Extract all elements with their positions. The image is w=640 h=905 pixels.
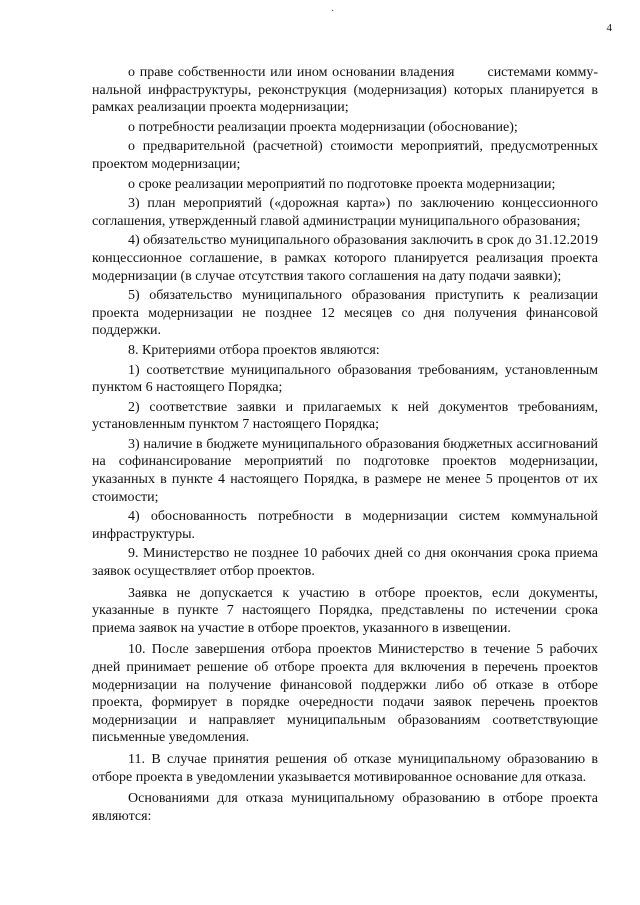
paragraph-criterion-4: 4) обоснованность потребности в модернизации систем коммунальной инфраструктуры. <box>92 509 598 542</box>
paragraph-section-11: 11. В случае принятия решения об отказе муниципальному образованию в отборе проекта в уведомлении указывается мотивированное основание для отказа. <box>92 751 598 785</box>
paragraph-grounds: Основаниями для отказа муниципальному образованию в отборе проекта являются: <box>92 791 598 824</box>
page-number: 4 <box>606 22 612 34</box>
paragraph-section-9: 9. Министерство не позднее 10 рабочих дней со дня окончания срока приема заявок осуществляет отбор проектов. <box>92 546 598 580</box>
paragraph-item-4: 4) обязательство муниципального образования заключить в срок до 31.12.2019 концессионное соглашение, в рамках которого планируется реализация проекта модернизации (в случае отсутствия такого соглашения на дату подачи заявки); <box>92 233 598 284</box>
paragraph-cost: о предварительной (расчетной) стоимости мероприятий, предусмотренных проектом модернизации; <box>92 139 598 172</box>
paragraph-criterion-2: 2) соответствие заявки и прилагаемых к ней документов требованиям, установленным пунктом 7 настоящего Порядка; <box>92 399 598 433</box>
paragraph-criterion-1: 1) соответствие муниципального образования требованиям, установленным пунктом 6 настоящего Порядка; <box>92 362 598 396</box>
paragraph-item-3: 3) план мероприятий («дорожная карта») по заключению концессионного соглашения, утвержденный главой администрации муниципального образования; <box>92 196 598 229</box>
paragraph-section-8: 8. Критериями отбора проектов являются: <box>128 342 380 358</box>
paragraph-ownership: о праве собственности или ином основании владения системами комму-нальной инфраструктуры, реконструкция (модернизация) которых планируется в рамках реализации проекта модернизации; <box>92 65 598 116</box>
paragraph-deadline: о сроке реализации мероприятий по подготовке проекта модернизации; <box>128 176 556 192</box>
paragraph-rejection-late: Заявка не допускается к участию в отборе проектов, если документы, указанные в пункте 7 настоящего Порядка, представлены по истечении срока приема заявок на участие в отборе проектов, указанного в извещении. <box>92 585 598 636</box>
document-body <box>92 64 598 825</box>
paragraph-criterion-3: 3) наличие в бюджете муниципального образования бюджетных ассигнований на софинансирование мероприятий по подготовке проектов модернизации, указанных в пункте 4 настоящего Порядка, в размере не менее 5 процентов от их стоимости; <box>92 436 598 505</box>
paragraph-item-5: 5) обязательство муниципального образования приступить к реализации проекта модернизации не позднее 12 месяцев со дня получения финансовой поддержки. <box>92 288 598 339</box>
paragraph-section-10: 10. После завершения отбора проектов Министерство в течение 5 рабочих дней принимает решение об отборе проекта для включения в перечень проектов модернизации на получение финансовой поддержки либо об отказе в отборе проекта, формирует в порядке очередности подачи заявок перечень проектов модернизации и направляет муниципальным образованиям соответствующие письменные уведомления. <box>92 642 598 746</box>
paragraph-need: о потребности реализации проекта модернизации (обоснование); <box>128 119 518 135</box>
scan-speck: · <box>331 6 335 17</box>
